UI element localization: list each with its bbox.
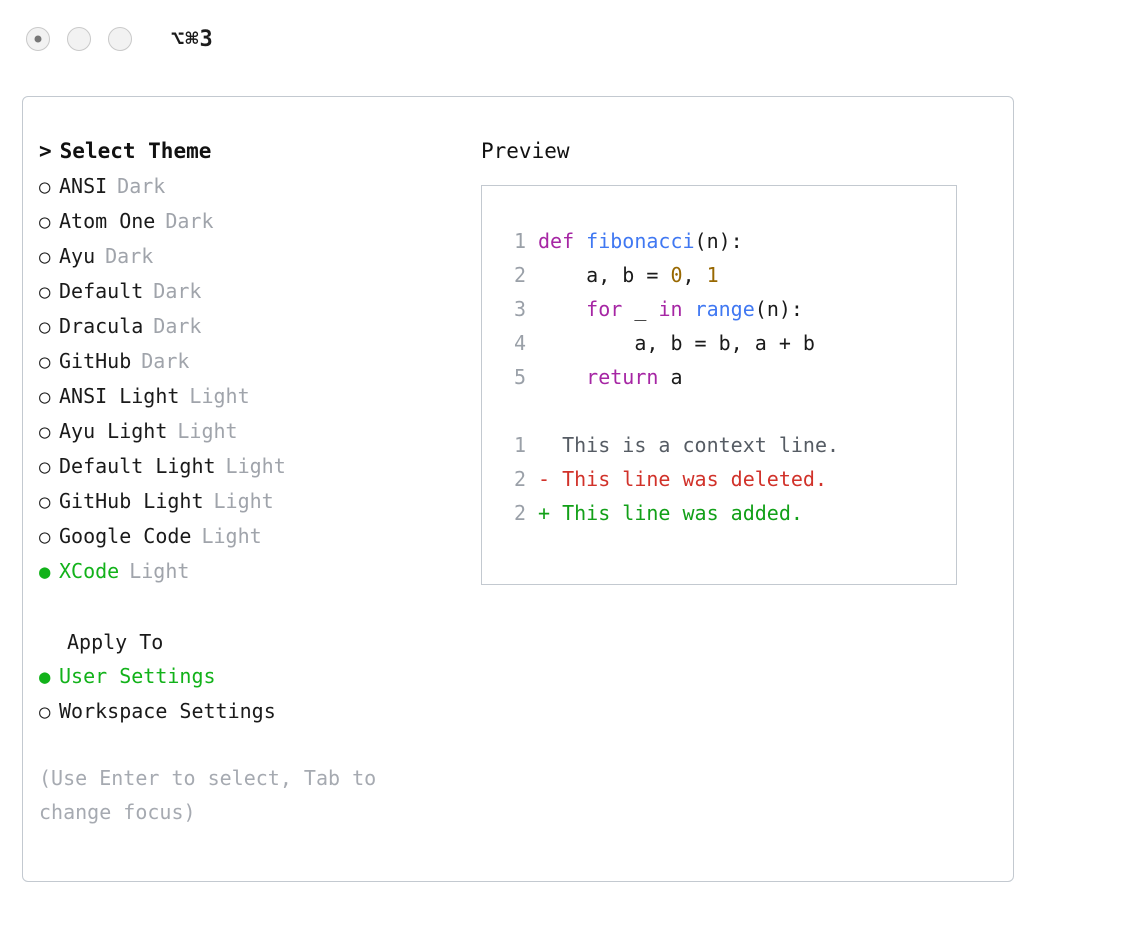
line-number: 5 — [513, 365, 526, 389]
theme-list-item[interactable] — [39, 309, 481, 344]
diff-text: This is a context line. — [550, 433, 840, 457]
theme-name: GitHub Light — [59, 489, 204, 513]
keyboard-hint: (Use Enter to select, Tab to change focus) — [39, 766, 377, 824]
diff-marker — [538, 433, 550, 457]
theme-list — [39, 169, 481, 589]
theme-name: Default Light — [59, 454, 216, 478]
keyboard-shortcut-label: ⌥⌘3 — [171, 26, 214, 52]
theme-variant-badge: Dark — [153, 279, 202, 303]
theme-variant-badge: Light — [177, 419, 238, 443]
theme-name: Dracula — [59, 314, 144, 338]
theme-variant-badge: Dark — [105, 244, 154, 268]
apply-to-title: Apply To — [67, 630, 164, 654]
apply-to-label: Workspace Settings — [59, 699, 276, 723]
theme-list-item[interactable] — [39, 274, 481, 309]
theme-name: GitHub — [59, 349, 132, 373]
theme-name: Ayu — [59, 244, 96, 268]
apply-to-option[interactable] — [39, 694, 481, 729]
window-close-dot[interactable] — [26, 27, 50, 51]
theme-variant-badge: Light — [129, 559, 190, 583]
diff-line — [500, 496, 956, 530]
code-token: for — [586, 297, 635, 321]
code-token: 1 — [706, 263, 719, 287]
theme-list-item[interactable] — [39, 344, 481, 379]
preview-box — [481, 185, 957, 585]
page-title-label: Select Theme — [59, 139, 212, 163]
theme-list-item[interactable] — [39, 204, 481, 239]
code-token: _ — [634, 297, 659, 321]
apply-to-label: User Settings — [59, 664, 216, 688]
diff-text: This line was deleted. — [550, 467, 827, 491]
theme-variant-badge: Dark — [165, 209, 214, 233]
theme-list-item[interactable] — [39, 239, 481, 274]
code-token: range — [694, 297, 755, 321]
diff-sample — [500, 428, 956, 530]
code-token: (n): — [754, 297, 803, 321]
radio-unselected-icon: ○ — [39, 211, 51, 233]
window-minimize-dot[interactable] — [67, 27, 91, 51]
code-line — [500, 224, 956, 258]
theme-variant-badge: Light — [201, 524, 262, 548]
code-token: fibonacci — [586, 229, 695, 253]
apply-to-option[interactable] — [39, 659, 481, 694]
radio-selected-icon: ● — [39, 561, 51, 583]
theme-list-item[interactable] — [39, 484, 481, 519]
code-line — [500, 326, 956, 360]
preview-title: Preview — [481, 139, 570, 163]
line-number: 4 — [513, 331, 526, 355]
line-number: 2 — [513, 263, 526, 287]
radio-unselected-icon: ○ — [39, 176, 51, 198]
theme-name: XCode — [59, 559, 120, 583]
code-line — [500, 360, 956, 394]
line-number: 1 — [513, 229, 526, 253]
code-token: def — [538, 229, 587, 253]
radio-unselected-icon: ○ — [39, 281, 51, 303]
code-token: 0 — [670, 263, 683, 287]
theme-list-item[interactable] — [39, 554, 481, 589]
theme-list-item[interactable] — [39, 169, 481, 204]
radio-unselected-icon: ○ — [39, 701, 51, 723]
code-line — [500, 292, 956, 326]
radio-unselected-icon: ○ — [39, 386, 51, 408]
radio-unselected-icon: ○ — [39, 351, 51, 373]
diff-text: This line was added. — [550, 501, 803, 525]
window-maximize-dot[interactable] — [108, 27, 132, 51]
code-sample — [500, 224, 956, 394]
code-token: return — [586, 365, 671, 389]
theme-variant-badge: Dark — [117, 174, 166, 198]
radio-unselected-icon: ○ — [39, 246, 51, 268]
code-token: , — [682, 263, 707, 287]
theme-name: Ayu Light — [59, 419, 168, 443]
theme-variant-badge: Dark — [141, 349, 190, 373]
theme-list-item[interactable] — [39, 519, 481, 554]
theme-name: ANSI — [59, 174, 108, 198]
theme-variant-badge: Light — [189, 384, 250, 408]
theme-variant-badge: Light — [213, 489, 274, 513]
theme-list-item[interactable] — [39, 449, 481, 484]
theme-name: ANSI Light — [59, 384, 180, 408]
preview-column — [481, 139, 1013, 829]
code-token — [538, 297, 586, 321]
theme-list-item[interactable] — [39, 414, 481, 449]
line-number: 2 — [513, 467, 526, 491]
code-spacer — [500, 394, 956, 428]
theme-variant-badge: Dark — [153, 314, 202, 338]
theme-name: Atom One — [59, 209, 156, 233]
diff-line — [500, 462, 956, 496]
code-token: in — [658, 297, 695, 321]
radio-unselected-icon: ○ — [39, 456, 51, 478]
radio-unselected-icon: ○ — [39, 316, 51, 338]
diff-marker: + — [538, 501, 551, 525]
code-token: (n): — [694, 229, 743, 253]
theme-list-item[interactable] — [39, 379, 481, 414]
title-bar — [0, 0, 1140, 78]
theme-picker-panel — [22, 96, 1014, 882]
radio-unselected-icon: ○ — [39, 421, 51, 443]
theme-name: Google Code — [59, 524, 192, 548]
prompt-caret-icon: > — [39, 139, 52, 163]
code-line — [500, 258, 956, 292]
apply-to-list — [39, 659, 481, 729]
theme-name: Default — [59, 279, 144, 303]
theme-variant-badge: Light — [225, 454, 286, 478]
diff-line — [500, 428, 956, 462]
radio-unselected-icon: ○ — [39, 526, 51, 548]
radio-selected-icon: ● — [39, 666, 51, 688]
page-title — [39, 139, 481, 163]
line-number: 3 — [513, 297, 526, 321]
code-token — [538, 365, 586, 389]
diff-marker: - — [538, 467, 551, 491]
line-number: 2 — [513, 501, 526, 525]
theme-list-column — [39, 139, 481, 829]
radio-unselected-icon: ○ — [39, 491, 51, 513]
line-number: 1 — [513, 433, 526, 457]
code-token: a, b = b, a + b — [538, 331, 815, 355]
code-token: a — [670, 365, 683, 389]
code-token: a, b = — [538, 263, 671, 287]
